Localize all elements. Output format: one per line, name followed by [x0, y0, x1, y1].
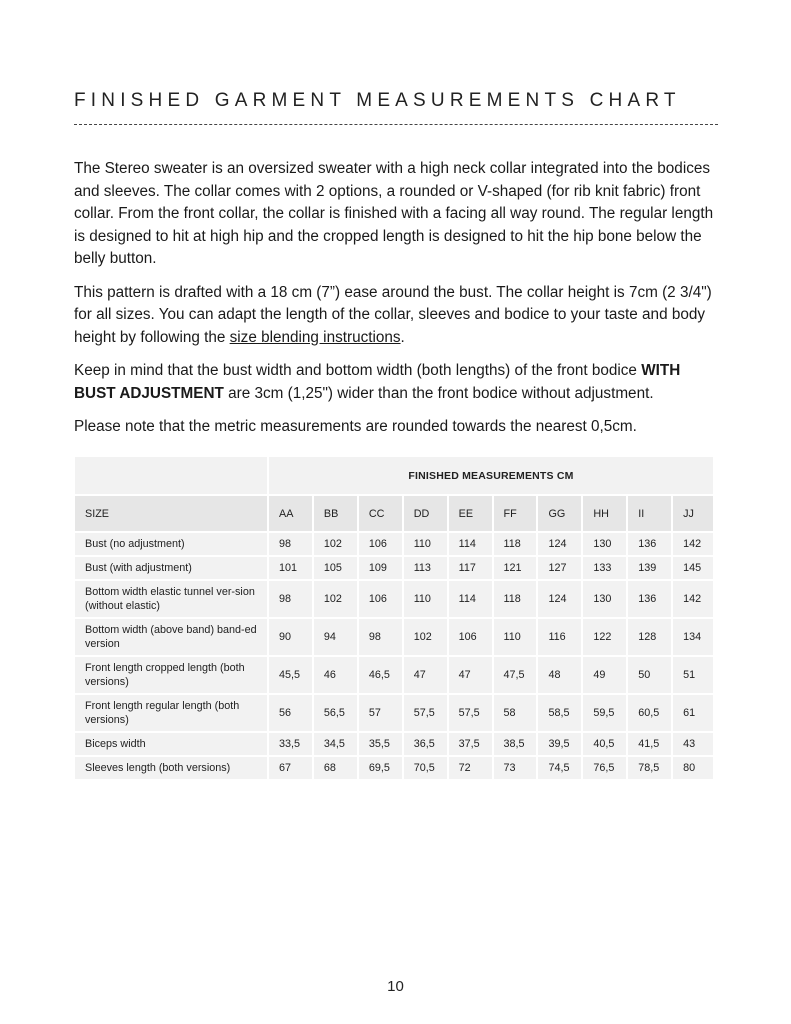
table-row: [75, 619, 713, 655]
table-cell: 121: [494, 557, 537, 579]
table-cell: 114: [449, 581, 492, 617]
table-cell: 40,5: [583, 733, 626, 755]
size-header-jj: JJ: [673, 496, 713, 531]
size-header-ii: II: [628, 496, 671, 531]
table-cell: 46: [314, 657, 357, 693]
table-cell: 106: [449, 619, 492, 655]
table-cell: 139: [628, 557, 671, 579]
table-cell: 58,5: [538, 695, 581, 731]
table-cell: 110: [404, 533, 447, 555]
table-cell: 60,5: [628, 695, 671, 731]
size-header-cc: CC: [359, 496, 402, 531]
table-cell: 98: [269, 581, 312, 617]
table-row: [75, 657, 713, 693]
table-cell: 118: [494, 533, 537, 555]
table-cell: 117: [449, 557, 492, 579]
size-header-hh: HH: [583, 496, 626, 531]
table-cell: 98: [269, 533, 312, 555]
table-cell: 80: [673, 757, 713, 779]
table-cell: 124: [538, 581, 581, 617]
row-label: Front length regular length (both versions): [75, 695, 267, 731]
paragraph-bust-text: Keep in mind that the bust width and bottom width (both lengths) of the front bodice: [74, 362, 642, 379]
table-group-header: FINISHED MEASUREMENTS CM: [269, 457, 713, 494]
bust-adjustment-emphasis: WITH BUST ADJUSTMENT: [74, 362, 681, 402]
table-cell: 145: [673, 557, 713, 579]
table-row: [75, 581, 713, 617]
size-column-header: SIZE: [75, 496, 267, 531]
table-cell: 34,5: [314, 733, 357, 755]
table-group-header-row: [75, 457, 713, 494]
row-label: Front length cropped length (both versions): [75, 657, 267, 693]
table-cell: 74,5: [538, 757, 581, 779]
table-cell: 67: [269, 757, 312, 779]
table-cell: 47: [404, 657, 447, 693]
table-cell: 43: [673, 733, 713, 755]
row-label: Biceps width: [75, 733, 267, 755]
table-cell: 56,5: [314, 695, 357, 731]
table-cell: 49: [583, 657, 626, 693]
table-cell: 106: [359, 581, 402, 617]
table-cell: 110: [404, 581, 447, 617]
table-cell: 124: [538, 533, 581, 555]
table-cell: 38,5: [494, 733, 537, 755]
table-cell: 48: [538, 657, 581, 693]
table-cell: 113: [404, 557, 447, 579]
table-cell: 39,5: [538, 733, 581, 755]
table-cell: 122: [583, 619, 626, 655]
row-label: Sleeves length (both versions): [75, 757, 267, 779]
table-cell: 47,5: [494, 657, 537, 693]
size-header-ee: EE: [449, 496, 492, 531]
table-row: [75, 557, 713, 579]
paragraph-bust-adjustment: [74, 360, 724, 405]
table-cell: 41,5: [628, 733, 671, 755]
table-cell: 127: [538, 557, 581, 579]
table-cell: 130: [583, 533, 626, 555]
row-label: Bust (with adjustment): [75, 557, 267, 579]
table-cell: 68: [314, 757, 357, 779]
page-title: FINISHED GARMENT MEASUREMENTS CHART: [74, 90, 681, 111]
table-size-header-row: [75, 496, 713, 531]
table-cell: 57,5: [404, 695, 447, 731]
table-cell: 69,5: [359, 757, 402, 779]
table-cell: 45,5: [269, 657, 312, 693]
table-cell: 116: [538, 619, 581, 655]
table-cell: 47: [449, 657, 492, 693]
table-cell: 51: [673, 657, 713, 693]
table-row: [75, 733, 713, 755]
size-header-bb: BB: [314, 496, 357, 531]
table-cell: 105: [314, 557, 357, 579]
table-cell: 106: [359, 533, 402, 555]
table-cell: 36,5: [404, 733, 447, 755]
table-cell: 56: [269, 695, 312, 731]
size-header-dd: DD: [404, 496, 447, 531]
size-header-aa: AA: [269, 496, 312, 531]
table-cell: 59,5: [583, 695, 626, 731]
table-cell: 142: [673, 533, 713, 555]
table-cell: 46,5: [359, 657, 402, 693]
table-cell: 118: [494, 581, 537, 617]
intro-text: [74, 158, 724, 450]
table-cell: 102: [314, 533, 357, 555]
table-cell: 35,5: [359, 733, 402, 755]
table-cell: 133: [583, 557, 626, 579]
table-cell: 101: [269, 557, 312, 579]
table-cell: 61: [673, 695, 713, 731]
paragraph-ease: [74, 282, 724, 350]
table-cell: 136: [628, 581, 671, 617]
table-cell: 50: [628, 657, 671, 693]
row-label: Bottom width (above band) band-ed version: [75, 619, 267, 655]
table-cell: 72: [449, 757, 492, 779]
table-cell: 90: [269, 619, 312, 655]
table-cell: 102: [404, 619, 447, 655]
size-header-gg: GG: [538, 496, 581, 531]
table-cell: 98: [359, 619, 402, 655]
table-cell: 57,5: [449, 695, 492, 731]
table-row: [75, 757, 713, 779]
paragraph-bust-end: are 3cm (1,25") wider than the front bodice without adjustment.: [223, 384, 654, 402]
table-cell: 58: [494, 695, 537, 731]
table-cell: 94: [314, 619, 357, 655]
table-cell: 70,5: [404, 757, 447, 779]
table-cell: 33,5: [269, 733, 312, 755]
table-cell: 128: [628, 619, 671, 655]
table-cell: 109: [359, 557, 402, 579]
table-cell: 78,5: [628, 757, 671, 779]
table-cell: 76,5: [583, 757, 626, 779]
table-row: [75, 695, 713, 731]
title-divider: [74, 124, 718, 125]
table-cell: 102: [314, 581, 357, 617]
paragraph-ease-text: This pattern is drafted with a 18 cm (7”) ease around the bust. The collar height is 7cm (2 3/4") for all sizes. You can adapt the length of the collar, sleeves and bodice to your taste and body height by following the: [74, 283, 712, 346]
paragraph-ease-end: .: [400, 328, 405, 346]
table-cell: 110: [494, 619, 537, 655]
row-label: Bottom width elastic tunnel ver-sion (without elastic): [75, 581, 267, 617]
table-cell: 136: [628, 533, 671, 555]
table-corner-cell: [75, 457, 267, 494]
table-cell: 134: [673, 619, 713, 655]
table-cell: 57: [359, 695, 402, 731]
table-row: [75, 533, 713, 555]
table-cell: 37,5: [449, 733, 492, 755]
page-number: 10: [387, 978, 404, 995]
paragraph-description: The Stereo sweater is an oversized sweater with a high neck collar integrated into the bodices and sleeves. The collar comes with 2 options, a rounded or V-shaped (for rib knit fabric) front collar. From the front collar, the collar is finished with a facing all way round. The regular length is designed to hit at high hip and the cropped length is designed to hit the hip bone below the belly button.: [74, 160, 714, 267]
measurements-table: [73, 455, 715, 781]
table-cell: 114: [449, 533, 492, 555]
paragraph-rounding-note: Please note that the metric measurements are rounded towards the nearest 0,5cm.: [74, 418, 637, 435]
row-label: Bust (no adjustment): [75, 533, 267, 555]
table-cell: 142: [673, 581, 713, 617]
table-cell: 73: [494, 757, 537, 779]
table-cell: 130: [583, 581, 626, 617]
size-header-ff: FF: [494, 496, 537, 531]
size-blending-link[interactable]: size blending instructions: [229, 328, 401, 346]
